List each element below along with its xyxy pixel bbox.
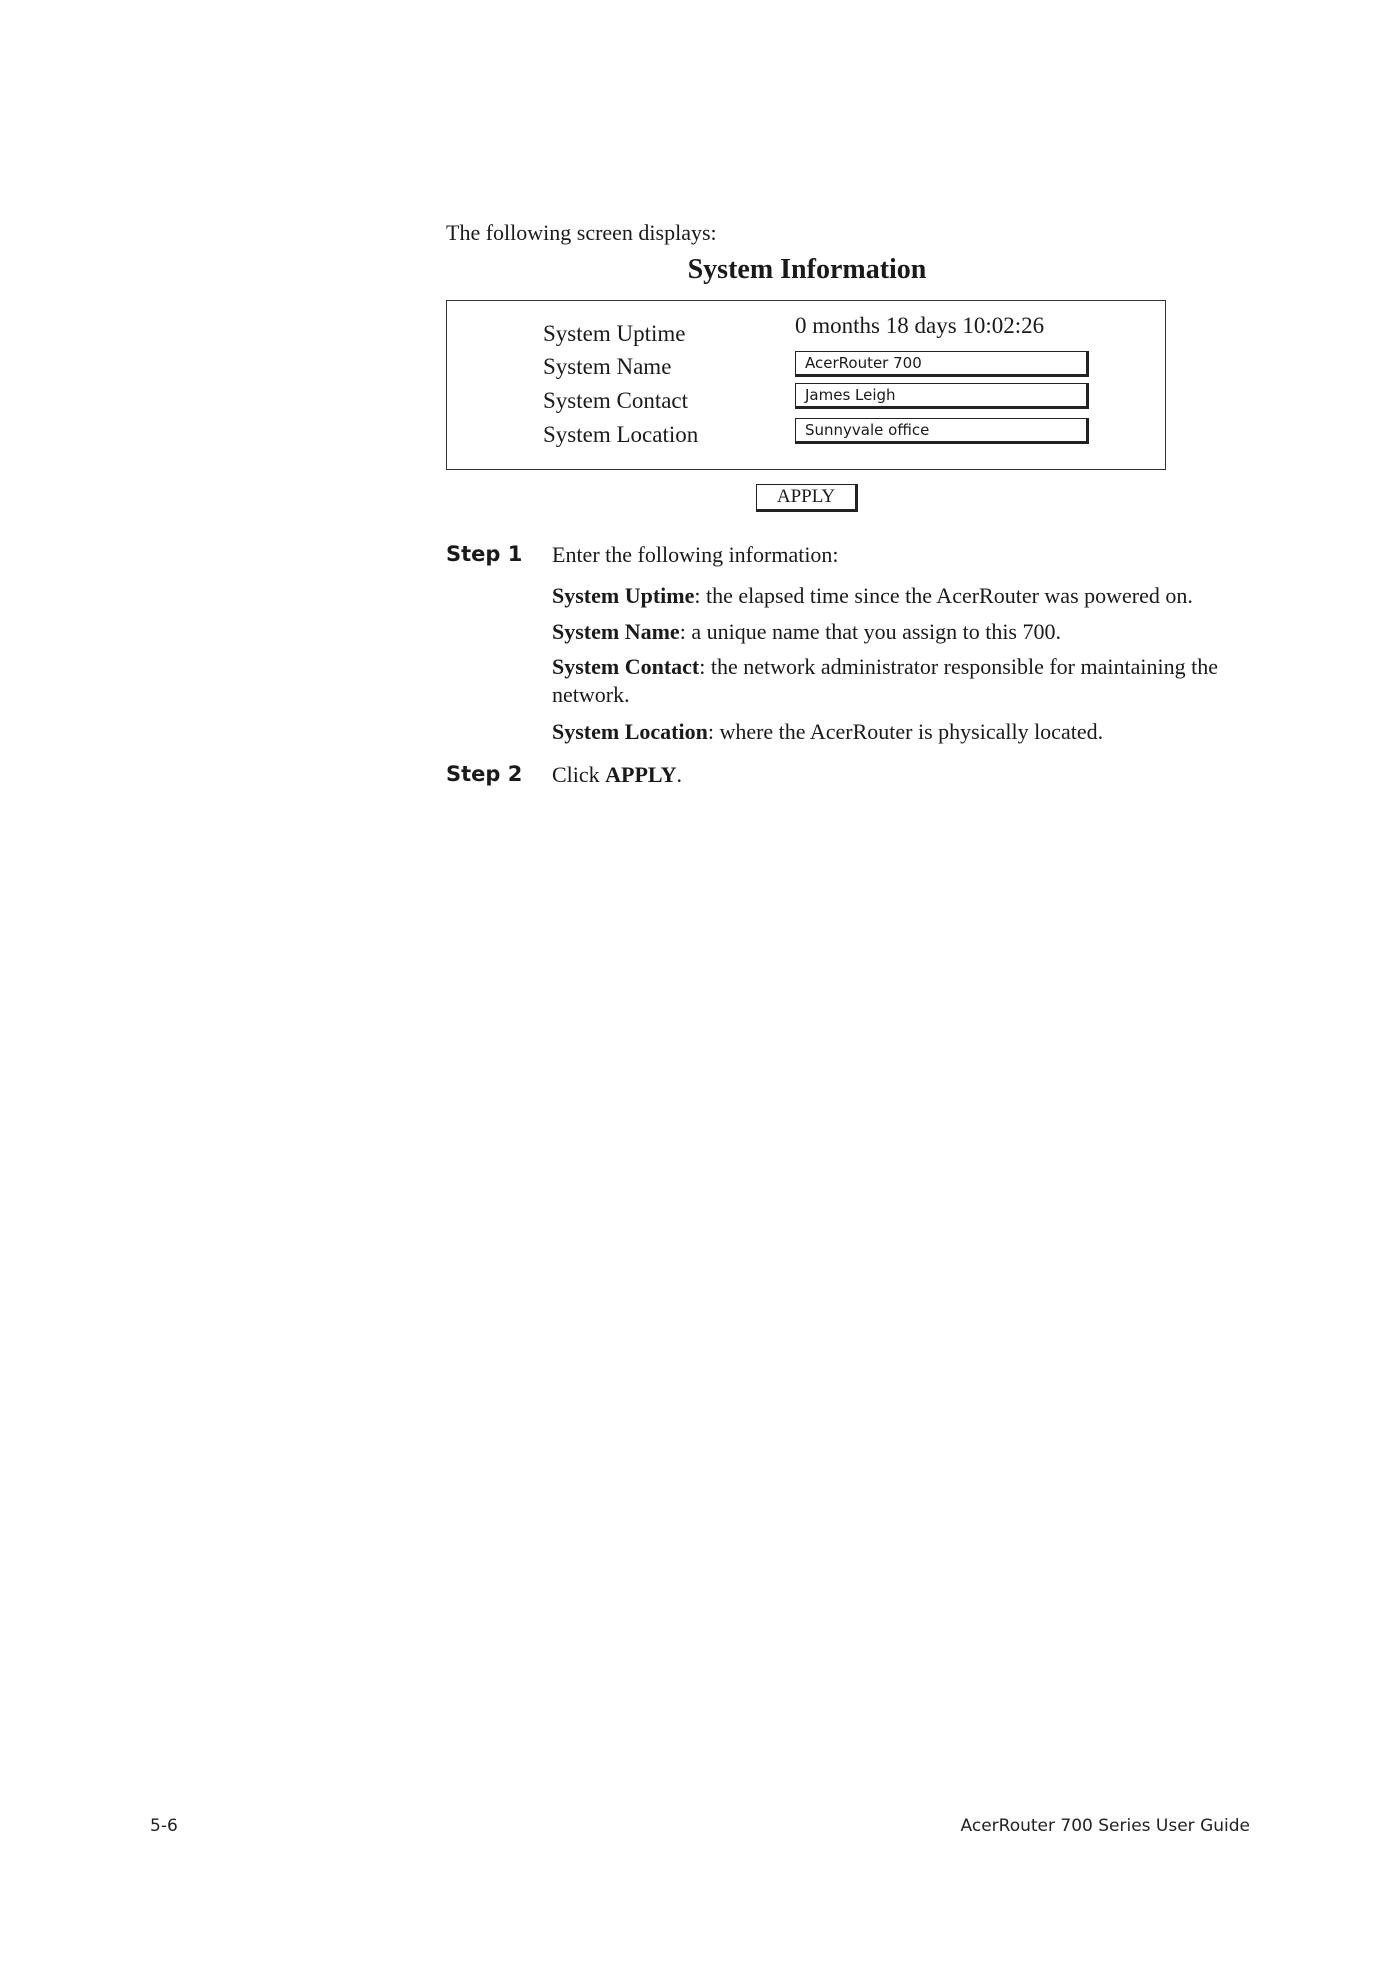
- system-contact-field[interactable]: James Leigh: [795, 383, 1089, 409]
- definition-term: System Location: [552, 719, 708, 744]
- intro-text: The following screen displays:: [446, 220, 717, 245]
- system-name-label: System Name: [543, 354, 672, 379]
- step-1-text: Enter the following information:: [552, 542, 839, 567]
- definition-term: System Uptime: [552, 583, 695, 608]
- system-uptime-value: 0 months 18 days 10:02:26: [795, 313, 1045, 338]
- definition-desc: : where the AcerRouter is physically located.: [707, 719, 1104, 744]
- definition-desc: : the network administrator responsible for maintaining the network.: [552, 654, 1218, 707]
- definition-system-location: [552, 718, 1252, 746]
- footer-page-number: 5-6: [150, 1816, 178, 1836]
- system-location-label: System Location: [543, 422, 699, 447]
- step-2-label: Step 2: [446, 762, 523, 786]
- footer-guide-title: AcerRouter 700 Series User Guide: [960, 1816, 1250, 1836]
- definition-desc: : a unique name that you assign to this 700.: [679, 619, 1061, 644]
- system-name-field[interactable]: AcerRouter 700: [795, 351, 1089, 377]
- step-2-apply-ref: APPLY: [605, 762, 677, 787]
- definition-system-contact: [552, 653, 1252, 709]
- definition-system-uptime: [552, 582, 1252, 610]
- definition-term: System Name: [552, 619, 680, 644]
- apply-button[interactable]: APPLY: [756, 484, 858, 512]
- step-2-prefix: Click: [552, 762, 606, 787]
- definition-system-name: [552, 618, 1252, 646]
- step-2-text: [552, 762, 682, 788]
- system-location-field[interactable]: Sunnyvale office: [795, 418, 1089, 444]
- system-uptime-label: System Uptime: [543, 321, 686, 346]
- system-contact-label: System Contact: [543, 388, 689, 413]
- figure-title: System Information: [687, 254, 927, 285]
- definition-term: System Contact: [552, 654, 700, 679]
- step-1-label: Step 1: [446, 542, 523, 566]
- system-information-panel: [446, 300, 1166, 470]
- definition-desc: : the elapsed time since the AcerRouter was powered on.: [694, 583, 1193, 608]
- step-2-suffix: .: [676, 762, 682, 787]
